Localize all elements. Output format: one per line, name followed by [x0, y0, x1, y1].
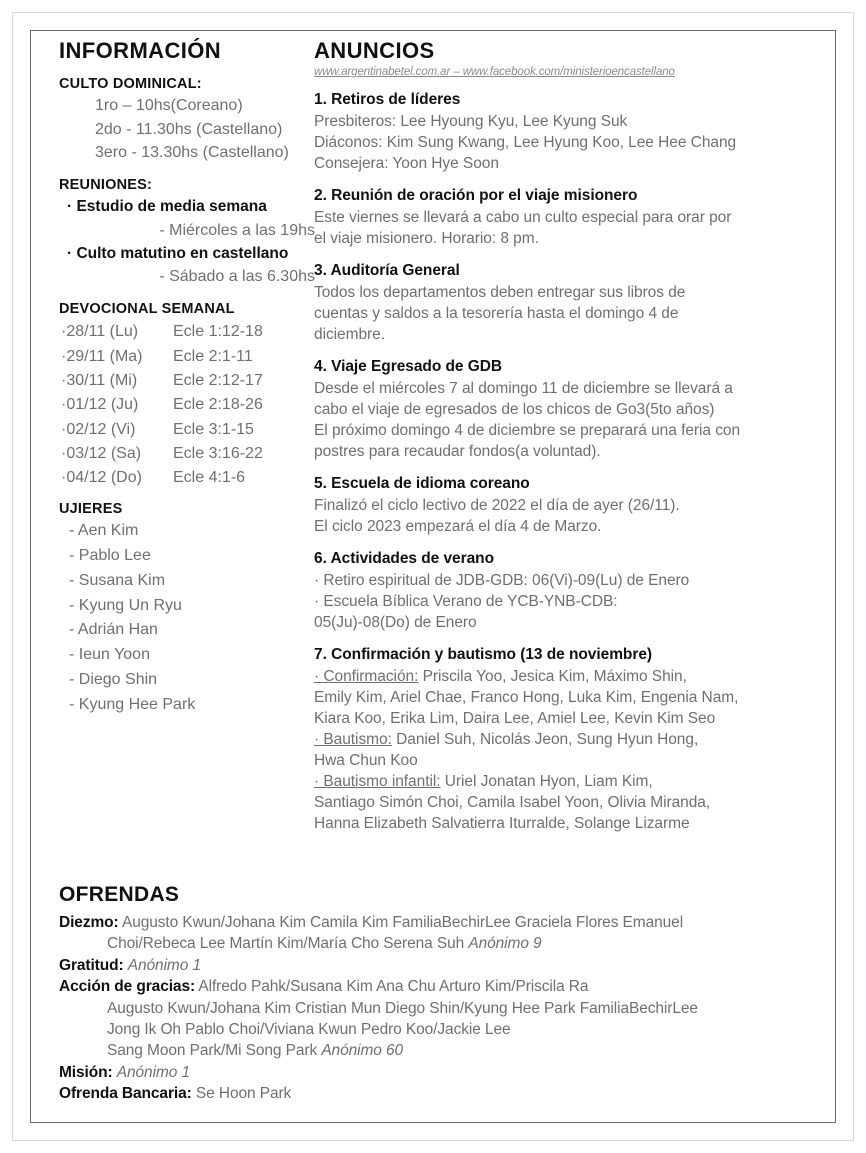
- table-row: [59, 418, 317, 442]
- list-item: - Aen Kim: [69, 521, 139, 539]
- list-item: - Kyung Hee Park: [69, 696, 196, 714]
- announcement-line: postres para recaudar fondos(a voluntad).: [314, 443, 601, 461]
- group-names-cont: Hwa Chun Koo: [314, 752, 418, 770]
- list-item: - Adrián Han: [69, 621, 158, 639]
- announcement-item: [314, 357, 804, 462]
- offering-value: Alfredo Pahk/Susana Kim Ana Chu Arturo Kim/Priscila Ra: [198, 978, 589, 996]
- offering-label: Ofrenda Bancaria:: [59, 1085, 192, 1102]
- announcement-item: [314, 90, 804, 174]
- devocional-date: ·02/12 (Vi): [61, 420, 136, 438]
- group-names-cont: Emily Kim, Ariel Chae, Franco Hong, Luka Kim, Engenia Nam,: [314, 688, 739, 706]
- devocional-date: ·28/11 (Lu): [61, 323, 139, 341]
- two-column-area: [31, 31, 835, 871]
- informacion-title: INFORMACIÓN: [59, 38, 222, 63]
- reuniones-heading: REUNIONES:: [59, 177, 153, 194]
- offering-row: [59, 1083, 817, 1104]
- offering-value-cont: Choi/Rebeca Lee Martín Kim/María Cho Serena Suh: [107, 935, 469, 953]
- group-names: Daniel Suh, Nicolás Jeon, Sung Hyun Hong,: [391, 731, 699, 749]
- offering-row: [59, 912, 817, 933]
- offering-label: Gratitud:: [59, 956, 124, 974]
- offering-value-cont: Sang Moon Park/Mi Song Park: [107, 1042, 322, 1060]
- devocional-reading: Ecle 3:1-15: [173, 420, 254, 438]
- culto-line: 2do - 11.30hs (Castellano): [95, 120, 283, 138]
- ujieres-heading: UJIERES: [59, 500, 123, 517]
- offering-label: Acción de gracias:: [59, 978, 196, 996]
- offering-value: Se Hoon Park: [195, 1085, 292, 1102]
- infant-baptism-group-line: [314, 771, 804, 792]
- announcement-line: cuentas y saldos a la tesorería hasta el domingo 4 de: [314, 304, 679, 322]
- culto-line: 1ro – 10hs(Coreano): [95, 97, 243, 115]
- announcement-line: El próximo domingo 4 de diciembre se preparará una feria con: [314, 422, 741, 440]
- list-item: - Pablo Lee: [69, 546, 151, 564]
- announcement-heading: 3. Auditoría General: [314, 262, 460, 280]
- list-item: - Kyung Un Ryu: [69, 596, 182, 614]
- announcement-line: Finalizó el ciclo lectivo de 2022 el día de ayer (26/11).: [314, 496, 680, 514]
- baptism-group-line: [314, 729, 804, 750]
- devocional-table: [59, 320, 317, 490]
- devocional-date: ·03/12 (Sa): [61, 445, 142, 463]
- offering-label: Misión:: [59, 1063, 113, 1081]
- offering-row: [59, 1062, 817, 1083]
- devocional-date: ·29/11 (Ma): [61, 347, 143, 365]
- devocional-heading: DEVOCIONAL SEMANAL: [59, 301, 235, 318]
- group-names: Uriel Jonatan Hyon, Liam Kim,: [440, 773, 653, 791]
- announcement-line: Este viernes se llevará a cabo un culto especial para orar por: [314, 208, 732, 226]
- offering-anonymous: Anónimo 1: [127, 956, 201, 974]
- announcement-heading: 6. Actividades de verano: [314, 550, 494, 568]
- offering-row: [59, 955, 817, 976]
- group-names-cont: Kiara Koo, Erika Lim, Daira Lee, Amiel Lee, Kevin Kim Seo: [314, 710, 716, 728]
- offering-anonymous: Anónimo 1: [116, 1063, 190, 1081]
- group-label: · Bautismo:: [314, 731, 392, 749]
- devocional-date: ·30/11 (Mi): [61, 372, 138, 390]
- announcement-line-indented: 05(Ju)-08(Do) de Enero: [314, 614, 477, 632]
- offering-row-cont: [59, 998, 817, 1019]
- announcement-line: Presbiteros: Lee Hyoung Kyu, Lee Kyung Suk: [314, 112, 628, 130]
- devocional-reading: Ecle 1:12-18: [173, 323, 263, 341]
- announcement-line: · Escuela Bíblica Verano de YCB-YNB-CDB:: [314, 592, 618, 610]
- table-row: [59, 345, 317, 369]
- announcement-item: [314, 261, 804, 345]
- announcement-heading: 2. Reunión de oración por el viaje misionero: [314, 187, 638, 205]
- group-names-cont: Hanna Elizabeth Salvatierra Iturralde, Solange Lizarme: [314, 815, 690, 833]
- announcement-line: Consejera: Yoon Hye Soon: [314, 155, 499, 173]
- offering-value: Augusto Kwun/Johana Kim Camila Kim FamiliaBechirLee Graciela Flores Emanuel: [121, 914, 684, 931]
- informacion-column: [59, 39, 317, 718]
- anuncios-column: [314, 39, 804, 835]
- group-label: · Confirmación:: [314, 667, 419, 685]
- list-item: - Ieun Yoon: [69, 646, 150, 664]
- announcement-heading: 4. Viaje Egresado de GDB: [314, 358, 503, 376]
- devocional-reading: Ecle 3:16-22: [173, 445, 263, 463]
- reunion-detail: - Sábado a las 6.30hs: [159, 268, 315, 286]
- culto-line: 3ero - 13.30hs (Castellano): [95, 143, 289, 161]
- table-row: [59, 466, 317, 490]
- list-item: - Susana Kim: [69, 571, 166, 589]
- anuncios-title: ANUNCIOS: [314, 38, 435, 63]
- announcement-heading: 7. Confirmación y bautismo (13 de noviembre): [314, 646, 653, 664]
- announcement-heading: 5. Escuela de idioma coreano: [314, 475, 530, 493]
- group-names: Priscila Yoo, Jesica Kim, Máximo Shin,: [418, 667, 687, 685]
- table-row: [59, 393, 317, 417]
- announcement-line: Desde el miércoles 7 al domingo 11 de diciembre se llevará a: [314, 379, 733, 397]
- reunion-title: · Culto matutino en castellano: [67, 244, 289, 262]
- announcement-line: Diáconos: Kim Sung Kwang, Lee Hyung Koo, Lee Hee Chang: [314, 134, 737, 152]
- ofrendas-title: OFRENDAS: [59, 883, 180, 906]
- devocional-date: ·04/12 (Do): [61, 469, 142, 487]
- list-item: - Diego Shin: [69, 671, 158, 689]
- devocional-date: ·01/12 (Ju): [61, 396, 139, 414]
- announcement-item: [314, 645, 804, 834]
- devocional-reading: Ecle 2:12-17: [173, 372, 263, 390]
- announcement-item: [314, 186, 804, 249]
- website-links[interactable]: www.argentinabetel.com.ar – www.facebook.com/ministerioencastellano: [314, 66, 675, 79]
- announcement-heading: 1. Retiros de líderes: [314, 91, 461, 109]
- bulletin-sheet: [31, 31, 835, 1122]
- devocional-reading: Ecle 4:1-6: [173, 469, 246, 487]
- devocional-reading: Ecle 2:1-11: [173, 347, 253, 365]
- announcement-item: [314, 549, 804, 633]
- reunion-detail: - Miércoles a las 19hs: [159, 221, 315, 239]
- offering-label: Diezmo:: [59, 914, 119, 931]
- offering-anonymous: Anónimo 60: [321, 1042, 404, 1060]
- offering-row: [59, 976, 817, 997]
- offering-row-cont: [59, 1040, 817, 1061]
- offering-row-cont: [59, 1019, 817, 1040]
- announcement-line: diciembre.: [314, 326, 385, 344]
- group-names-cont: Santiago Simón Choi, Camila Isabel Yoon, Olivia Miranda,: [314, 794, 711, 812]
- table-row: [59, 442, 317, 466]
- announcement-line: · Retiro espiritual de JDB-GDB: 06(Vi)-09(Lu) de Enero: [314, 571, 690, 589]
- offering-value-cont: Augusto Kwun/Johana Kim Cristian Mun Diego Shin/Kyung Hee Park FamiliaBechirLee: [107, 999, 698, 1017]
- announcement-line: El ciclo 2023 empezará el día 4 de Marzo.: [314, 518, 602, 536]
- table-row: [59, 369, 317, 393]
- confirmation-group-line: [314, 666, 804, 687]
- announcement-line: Todos los departamentos deben entregar sus libros de: [314, 283, 686, 301]
- offering-anonymous: Anónimo 9: [468, 935, 542, 953]
- offering-row-cont: [59, 933, 817, 954]
- announcement-line: cabo el viaje de egresados de los chicos de Go3(5to años): [314, 400, 715, 418]
- offering-value-cont: Jong Ik Oh Pablo Choi/Viviana Kwun Pedro Koo/Jackie Lee: [107, 1020, 511, 1038]
- announcement-item: [314, 474, 804, 537]
- ofrendas-section: [59, 883, 817, 1104]
- devocional-reading: Ecle 2:18-26: [173, 396, 263, 414]
- culto-dominical-heading: CULTO DOMINICAL:: [59, 76, 202, 93]
- group-label: · Bautismo infantil:: [314, 773, 441, 791]
- reunion-title: · Estudio de media semana: [67, 198, 267, 216]
- table-row: [59, 320, 317, 344]
- announcement-line: el viaje misionero. Horario: 8 pm.: [314, 230, 539, 248]
